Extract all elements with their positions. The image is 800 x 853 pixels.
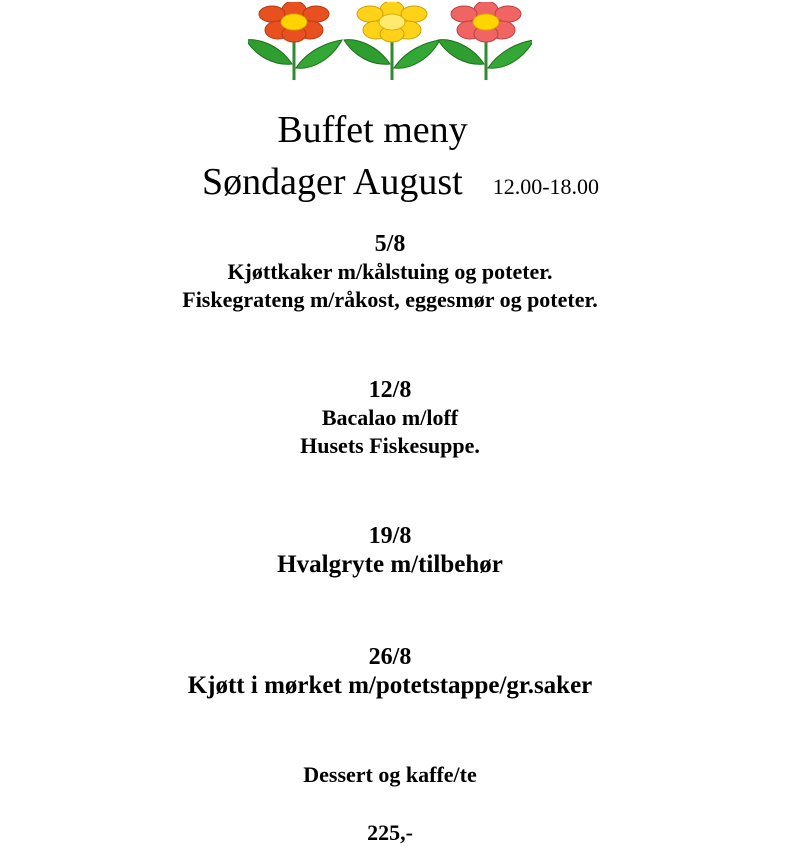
menu-dish: Bacalao m/loff xyxy=(321,405,459,430)
dessert-line xyxy=(0,761,780,789)
menu-dish: Fiskegrateng m/råkost, eggesmør og poteter. xyxy=(182,287,598,312)
flower-decoration xyxy=(248,2,532,82)
menu-day-3 xyxy=(0,522,780,580)
orange-flower-icon xyxy=(248,2,342,80)
menu-day-4 xyxy=(0,643,780,701)
dessert-text: Dessert og kaffe/te xyxy=(303,762,477,787)
menu-date: 12/8 xyxy=(368,377,412,403)
opening-hours: 12.00-18.00 xyxy=(492,174,600,199)
menu-day-1 xyxy=(0,230,780,314)
menu-dish: Hvalgryte m/tilbehør xyxy=(277,551,503,578)
menu-title: Buffet meny xyxy=(277,109,468,151)
menu-subtitle: Søndager August xyxy=(202,161,463,203)
menu-dish: Kjøttkaker m/kålstuing og poteter. xyxy=(227,259,553,284)
menu-dish: Husets Fiskesuppe. xyxy=(300,433,480,458)
subtitle-row xyxy=(202,160,599,204)
pink-flower-icon xyxy=(438,2,532,80)
menu-day-2 xyxy=(0,376,780,460)
menu-date: 19/8 xyxy=(368,523,412,549)
menu-dish: Kjøtt i mørket m/potetstappe/gr.saker xyxy=(187,672,593,699)
menu-date: 26/8 xyxy=(368,644,412,670)
price-line xyxy=(0,819,780,847)
price-text: 225,- xyxy=(367,820,413,845)
menu-date: 5/8 xyxy=(374,231,406,257)
yellow-flower-icon xyxy=(344,2,440,80)
